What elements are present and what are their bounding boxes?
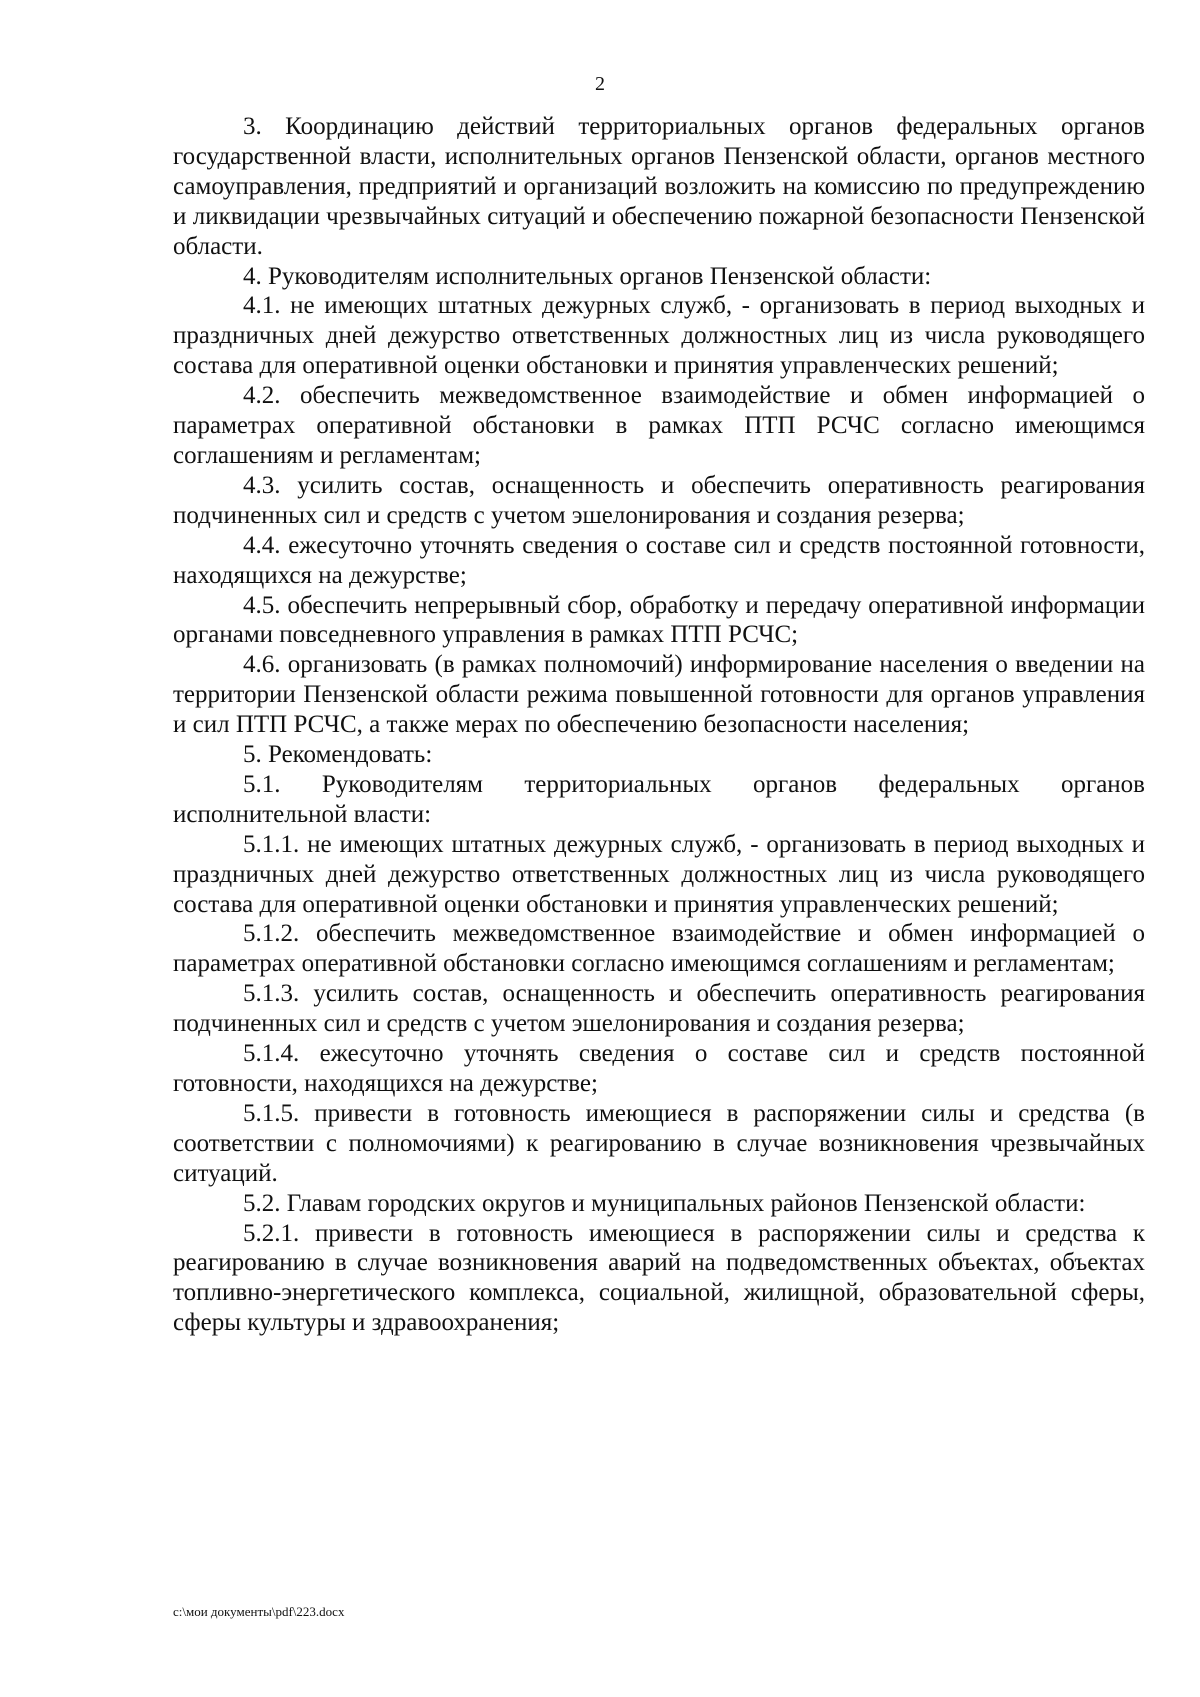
paragraph-3: 3. Координацию действий территориальных органов федеральных органов государственной власти, исполнительных органов Пензенской области, органов местного самоуправления, предприятий и организаций возложить на комиссию по предупреждению и ликвидации чрезвычайных ситуаций и обеспечению пожарной безопасности Пензенской области.	[173, 113, 1145, 260]
paragraph-5-2: 5.2. Главам городских округов и муниципальных районов Пензенской области:	[243, 1189, 1086, 1217]
paragraph-5-1: 5.1. Руководителям территориальных органов федеральных органов исполнительной власти:	[173, 770, 1145, 828]
document-body	[173, 112, 1145, 1338]
footer-file-path: c:\мои документы\pdf\223.docx	[173, 1604, 345, 1619]
paragraph-5-1-4: 5.1.4. ежесуточно уточнять сведения о составе сил и средств постоянной готовности, находящихся на дежурстве;	[173, 1040, 1145, 1097]
paragraph-5-1-5: 5.1.5. привести в готовность имеющиеся в распоряжении силы и средства (в соответствии с полномочиями) к реагированию в случае возникновения чрезвычайных ситуаций.	[173, 1099, 1145, 1187]
paragraph-5-1-1: 5.1.1. не имеющих штатных дежурных служб, - организовать в период выходных и праздничных дней дежурство ответственных должностных лиц из числа руководящего состава для оперативной оценки обстановки и принятия управленческих решений;	[173, 830, 1145, 918]
paragraph-5-2-1: 5.2.1. привести в готовность имеющиеся в распоряжении силы и средства к реагированию в случае возникновения аварий на подведомственных объектах, объектах топливно-энергетического комплекса, социальной, жилищной, образовательной сферы, сферы культуры и здравоохранения;	[173, 1219, 1145, 1337]
page-number: 2	[595, 73, 605, 95]
paragraph-5: 5. Рекомендовать:	[243, 741, 433, 769]
paragraph-4-6: 4.6. организовать (в рамках полномочий) информирование населения о введении на территории Пензенской области режима повышенной готовности для органов управления и сил ПТП РСЧС, а также мерах по обеспечению безопасности населения;	[173, 651, 1145, 739]
paragraph-4-3: 4.3. усилить состав, оснащенность и обеспечить оперативность реагирования подчиненных сил и средств с учетом эшелонирования и создания резерва;	[173, 471, 1145, 529]
paragraph-4: 4. Руководителям исполнительных органов Пензенской области:	[243, 262, 932, 290]
paragraph-5-1-3: 5.1.3. усилить состав, оснащенность и обеспечить оперативность реагирования подчиненных сил и средств с учетом эшелонирования и создания резерва;	[173, 980, 1145, 1038]
paragraph-4-2: 4.2. обеспечить межведомственное взаимодействие и обмен информацией о параметрах оперативной обстановки в рамках ПТП РСЧС согласно имеющимся соглашениям и регламентам;	[173, 382, 1145, 469]
paragraph-5-1-2: 5.1.2. обеспечить межведомственное взаимодействие и обмен информацией о параметрах оперативной обстановки согласно имеющимся соглашениям и регламентам;	[173, 920, 1145, 978]
paragraph-4-1: 4.1. не имеющих штатных дежурных служб, - организовать в период выходных и праздничных дней дежурство ответственных должностных лиц из числа руководящего состава для оперативной оценки обстановки и принятия управленческих решений;	[173, 292, 1145, 380]
paragraph-4-4: 4.4. ежесуточно уточнять сведения о составе сил и средств постоянной готовности, находящихся на дежурстве;	[173, 531, 1145, 589]
paragraph-4-5: 4.5. обеспечить непрерывный сбор, обработку и передачу оперативной информации органами повседневного управления в рамках ПТП РСЧС;	[173, 591, 1145, 649]
